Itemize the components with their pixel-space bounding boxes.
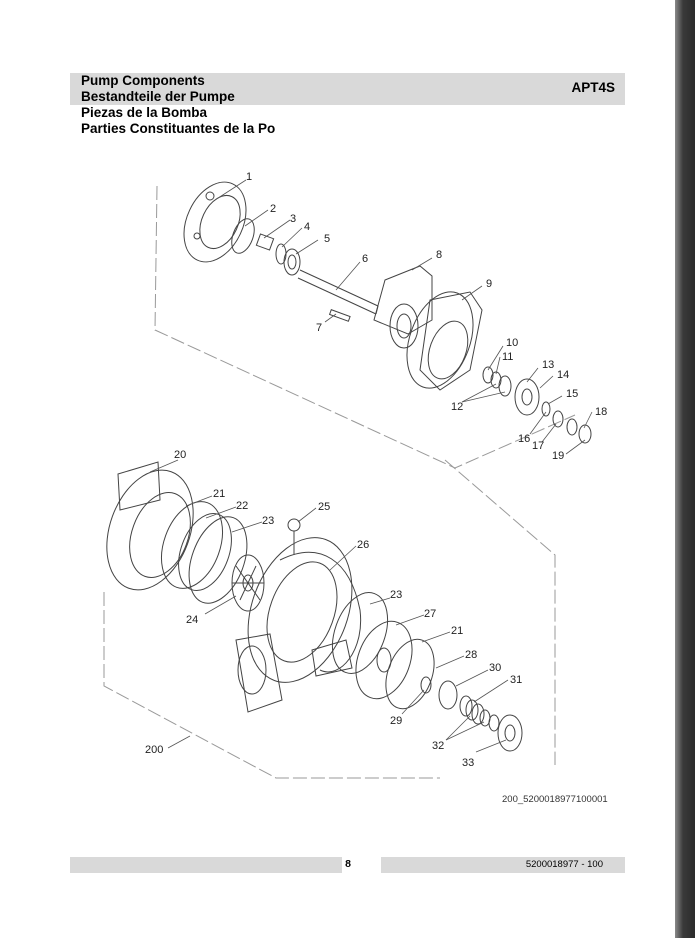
callout-19: 19	[552, 450, 565, 462]
key	[330, 310, 351, 322]
part-o-ring-21b	[377, 633, 443, 716]
callout-31: 31	[510, 674, 523, 686]
lifting-eye	[288, 519, 300, 555]
part-casing-cover	[346, 614, 422, 707]
callout-5: 5	[324, 233, 331, 245]
bearing-bracket	[374, 266, 432, 348]
callout-8: 8	[436, 249, 443, 261]
adapter	[395, 283, 486, 397]
callout-1: 1	[246, 171, 253, 183]
callout-22: 22	[236, 500, 249, 512]
part-wear-ring	[169, 506, 241, 598]
callout-16: 16	[518, 433, 531, 445]
callout-12: 12	[451, 401, 464, 413]
part-gasket	[227, 216, 258, 257]
callout-23: 23	[262, 515, 275, 527]
callout-21: 21	[213, 488, 226, 500]
part-o-ring-21	[150, 493, 233, 597]
callout-23b: 23	[390, 589, 403, 601]
part-sleeve	[256, 234, 273, 250]
document-number: 5200018977 - 100	[525, 859, 603, 870]
callout-4: 4	[304, 221, 311, 233]
callout-11: 11	[502, 351, 514, 363]
callout-30: 30	[489, 662, 502, 674]
callout-7: 7	[316, 322, 323, 334]
callout-26: 26	[357, 539, 370, 551]
callout-10: 10	[506, 337, 519, 349]
callout-3: 3	[290, 213, 297, 225]
part-seal-plate	[439, 681, 457, 709]
title-german: Bestandteile der Pumpe	[81, 89, 235, 104]
callout-21b: 21	[451, 625, 464, 637]
title-french: Parties Constituantes de la Po	[81, 121, 276, 136]
shaft	[298, 270, 378, 314]
viewer-background	[675, 0, 695, 938]
callout-29: 29	[390, 715, 403, 727]
callout-20: 20	[174, 449, 187, 461]
callout-24: 24	[186, 614, 199, 626]
callout-2: 2	[270, 203, 277, 215]
callout-200: 200	[145, 744, 164, 756]
callout-14: 14	[557, 369, 570, 381]
part-seal-cover-33	[498, 715, 522, 751]
callout-9: 9	[486, 278, 493, 290]
upper-assembly-frame	[155, 186, 575, 468]
drawing-reference: 200_5200018977100001	[502, 794, 608, 805]
callout-13: 13	[542, 359, 555, 371]
title-spanish: Piezas de la Bomba	[81, 105, 208, 120]
callout-18: 18	[595, 406, 608, 418]
suction-cover	[91, 458, 209, 602]
footer-bar-left	[70, 857, 342, 873]
callout-33: 33	[462, 757, 475, 769]
page-number: 8	[345, 858, 351, 870]
leader-lines	[150, 180, 592, 752]
callout-28: 28	[465, 649, 478, 661]
seal-cover	[515, 379, 539, 415]
callout-32: 32	[432, 740, 445, 752]
callout-27: 27	[424, 608, 437, 620]
title-english: Pump Components	[81, 73, 205, 88]
callout-17: 17	[532, 440, 545, 452]
callout-15: 15	[566, 388, 579, 400]
model-code: APT4S	[571, 80, 615, 95]
bearing-cover	[172, 172, 258, 272]
callout-6: 6	[362, 253, 369, 265]
callout-25: 25	[318, 501, 331, 513]
